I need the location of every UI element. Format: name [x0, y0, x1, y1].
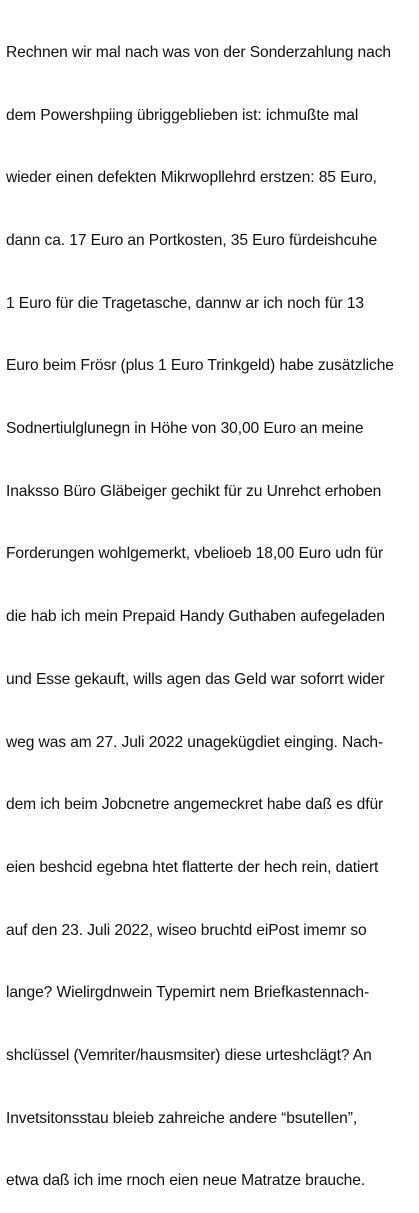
text-line: lange? Wielirgdnwein Typemirt nem Briefkastennach- — [6, 984, 370, 1002]
text-line: dem Powershpiing übriggeblieben ist: ichmußte mal — [6, 106, 359, 124]
text-line: dem ich beim Jobcnetre angemeckret habe daß es dfür — [6, 796, 384, 814]
text-line: wieder einen defekten Mikrwopllehrd erstzen: 85 Euro, — [6, 169, 377, 187]
text-line: die hab ich mein Prepaid Handy Guthaben aufegeladen — [6, 608, 385, 626]
text-line: Euro beim Frösr (plus 1 Euro Trinkgeld) habe zusätzliche — [6, 357, 394, 375]
text-line: etwa daß ich ime rnoch eien neue Matratze brauche. — [6, 1172, 366, 1190]
text-line: auf den 23. Juli 2022, wiseo bruchtd eiPost imemr so — [6, 921, 367, 939]
text-line: Forderungen wohlgemerkt, vbelioeb 18,00 Euro udn für — [6, 545, 384, 563]
text-line: eien beshcid egebna htet flatterte der hech rein, datiert — [6, 858, 379, 876]
text-line: Inaksso Büro Gläbeiger gechikt für zu Unrehct erhoben — [6, 482, 382, 500]
text-line: Rechnen wir mal nach was von der Sonderzahlung nach — [6, 43, 391, 61]
text-line: 1 Euro für die Tragetasche, dannw ar ich noch für 13 — [6, 294, 365, 312]
text-line: Invetsitonsstau bleieb zahreiche andere “bsutellen”, — [6, 1109, 358, 1127]
text-line: und Esse gekauft, wills agen das Geld war soforrt wider — [6, 670, 385, 688]
document-body — [6, 1, 416, 1213]
text-line: shclüssel (Vemriter/hausmsiter) diese urteshclägt? An — [6, 1047, 372, 1065]
text-line: dann ca. 17 Euro an Portkosten, 35 Euro fürdeishcuhe — [6, 231, 378, 249]
text-line: weg was am 27. Juli 2022 unagekügdiet einging. Nach- — [6, 733, 384, 751]
text-line: Sodnertiulglunegn in Höhe von 30,00 Euro an meine — [6, 420, 364, 438]
